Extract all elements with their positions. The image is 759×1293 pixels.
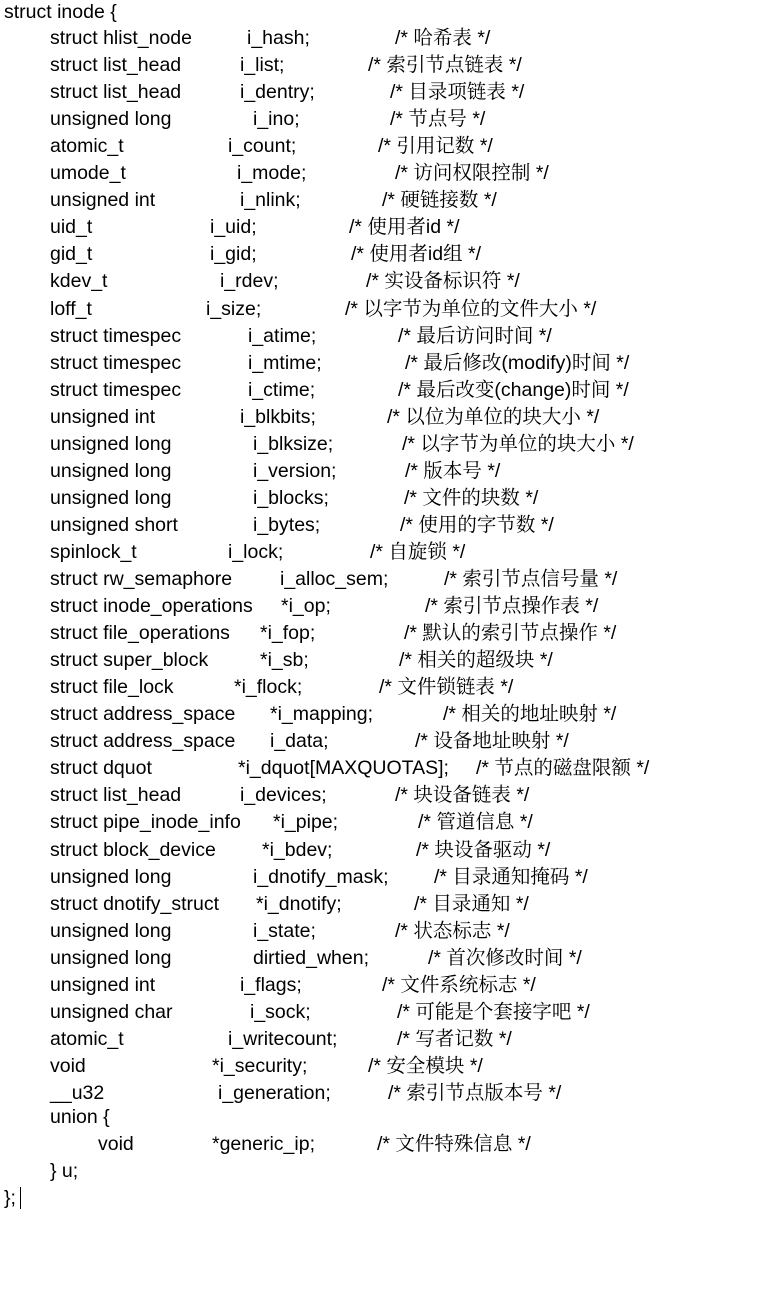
field-comment: /* 以位为单位的块大小 */ xyxy=(387,406,600,428)
field-type: unsigned short xyxy=(50,514,178,536)
field-name: i_alloc_sem; xyxy=(280,568,389,590)
field-name: i_blksize; xyxy=(253,433,334,455)
field-name: i_dnotify_mask; xyxy=(253,866,389,888)
field-comment: /* 目录通知掩码 */ xyxy=(434,866,588,888)
field-comment: /* 安全模块 */ xyxy=(368,1055,483,1077)
field-type: unsigned char xyxy=(50,1001,173,1023)
field-comment: /* 状态标志 */ xyxy=(395,920,510,942)
field-comment: /* 以字节为单位的文件大小 */ xyxy=(345,298,597,320)
field-name: i_hash; xyxy=(247,27,310,49)
field-name: i_atime; xyxy=(248,325,317,347)
field-comment: /* 最后访问时间 */ xyxy=(398,325,552,347)
field-comment: /* 节点的磁盘限额 */ xyxy=(476,757,650,779)
field-type: struct super_block xyxy=(50,649,209,671)
field-type: struct timespec xyxy=(50,352,182,374)
field-type: struct block_device xyxy=(50,839,216,861)
field-comment: /* 块设备驱动 */ xyxy=(416,839,551,861)
field-comment: /* 使用者id */ xyxy=(349,216,460,238)
field-type: spinlock_t xyxy=(50,541,137,563)
struct-header xyxy=(4,0,117,26)
field-type: unsigned long xyxy=(50,108,172,130)
field-type: kdev_t xyxy=(50,270,108,292)
field-name: i_nlink; xyxy=(240,189,301,211)
field-comment: /* 文件锁链表 */ xyxy=(379,676,514,698)
field-name: i_generation; xyxy=(218,1082,331,1104)
field-name: *i_mapping; xyxy=(270,703,373,725)
field-name: i_sock; xyxy=(250,1001,311,1023)
field-name: i_version; xyxy=(253,460,337,482)
field-comment: /* 可能是个套接字吧 */ xyxy=(397,1001,590,1023)
field-type: struct dquot xyxy=(50,757,152,779)
field-type: struct file_lock xyxy=(50,676,174,698)
field-comment: /* 节点号 */ xyxy=(390,108,486,130)
field-type: struct hlist_node xyxy=(50,27,192,49)
field-type: unsigned int xyxy=(50,406,156,428)
struct-footer-text: }; xyxy=(4,1187,16,1209)
struct-header-text: struct inode { xyxy=(4,1,117,23)
field-comment: /* 最后改变(change)时间 */ xyxy=(398,379,629,401)
union-open-text: union { xyxy=(50,1106,110,1128)
field-type: atomic_t xyxy=(50,1028,124,1050)
field-comment: /* 使用的字节数 */ xyxy=(400,514,554,536)
field-name: dirtied_when; xyxy=(253,947,369,969)
field-name: *i_security; xyxy=(212,1055,308,1077)
field-comment: /* 引用记数 */ xyxy=(378,135,493,157)
field-name: i_devices; xyxy=(240,784,327,806)
text-caret xyxy=(20,1187,21,1209)
field-comment: /* 索引节点操作表 */ xyxy=(425,595,599,617)
struct-footer xyxy=(4,1185,26,1212)
field-comment: /* 设备地址映射 */ xyxy=(415,730,569,752)
field-name: i_blocks; xyxy=(253,487,329,509)
field-type: struct timespec xyxy=(50,325,182,347)
field-comment: /* 目录通知 */ xyxy=(414,893,529,915)
field-name: *i_sb; xyxy=(260,649,309,671)
field-name: i_ctime; xyxy=(248,379,316,401)
union-field-comment: /* 文件特殊信息 */ xyxy=(377,1133,531,1155)
field-type: unsigned int xyxy=(50,974,156,996)
field-type: unsigned long xyxy=(50,947,172,969)
field-type: struct file_operations xyxy=(50,622,230,644)
field-type: unsigned long xyxy=(50,433,172,455)
field-comment: /* 相关的超级块 */ xyxy=(399,649,553,671)
field-type: umode_t xyxy=(50,162,126,184)
field-name: i_dentry; xyxy=(240,81,315,103)
field-name: i_blkbits; xyxy=(240,406,316,428)
field-name: i_rdev; xyxy=(220,270,279,292)
union-close-text: } u; xyxy=(50,1160,79,1182)
field-comment: /* 索引节点信号量 */ xyxy=(444,568,618,590)
field-type: void xyxy=(50,1055,86,1077)
field-type: struct timespec xyxy=(50,379,182,401)
field-comment: /* 硬链接数 */ xyxy=(382,189,497,211)
union-open xyxy=(50,1104,110,1131)
field-name: i_lock; xyxy=(228,541,284,563)
field-comment: /* 块设备链表 */ xyxy=(395,784,530,806)
field-comment: /* 写者记数 */ xyxy=(397,1028,512,1050)
field-name: i_bytes; xyxy=(253,514,321,536)
field-type: struct dnotify_struct xyxy=(50,893,220,915)
field-name: i_gid; xyxy=(210,243,257,265)
field-type: unsigned long xyxy=(50,920,172,942)
field-name: *i_fop; xyxy=(260,622,316,644)
field-name: i_count; xyxy=(228,135,297,157)
field-comment: /* 文件的块数 */ xyxy=(404,487,539,509)
field-comment: /* 默认的索引节点操作 */ xyxy=(404,622,617,644)
field-type: struct rw_semaphore xyxy=(50,568,233,590)
field-comment: /* 访问权限控制 */ xyxy=(395,162,549,184)
union-field-name: *generic_ip; xyxy=(212,1133,315,1155)
field-comment: /* 相关的地址映射 */ xyxy=(443,703,617,725)
field-name: i_size; xyxy=(206,298,262,320)
field-name: i_data; xyxy=(270,730,329,752)
field-comment: /* 自旋锁 */ xyxy=(370,541,466,563)
field-name: *i_bdev; xyxy=(262,839,333,861)
field-type: unsigned long xyxy=(50,460,172,482)
field-comment: /* 哈希表 */ xyxy=(395,27,491,49)
field-type: unsigned long xyxy=(50,866,172,888)
field-type: struct inode_operations xyxy=(50,595,253,617)
field-comment: /* 管道信息 */ xyxy=(418,811,533,833)
field-name: i_writecount; xyxy=(228,1028,338,1050)
field-type: struct address_space xyxy=(50,730,236,752)
field-comment: /* 实设备标识符 */ xyxy=(366,270,520,292)
field-type: struct address_space xyxy=(50,703,236,725)
field-name: i_state; xyxy=(253,920,316,942)
field-name: *i_dquot[MAXQUOTAS]; xyxy=(238,757,449,779)
field-type: struct list_head xyxy=(50,81,182,103)
field-comment: /* 最后修改(modify)时间 */ xyxy=(405,352,630,374)
field-type: unsigned int xyxy=(50,189,156,211)
union-field-type: void xyxy=(98,1133,134,1155)
field-type: struct pipe_inode_info xyxy=(50,811,241,833)
field-comment: /* 使用者id组 */ xyxy=(351,243,482,265)
field-type: __u32 xyxy=(50,1082,105,1104)
field-name: i_mode; xyxy=(237,162,307,184)
field-name: i_uid; xyxy=(210,216,257,238)
field-type: loff_t xyxy=(50,298,92,320)
field-comment: /* 版本号 */ xyxy=(405,460,501,482)
union-close xyxy=(50,1158,79,1185)
field-type: struct list_head xyxy=(50,784,182,806)
field-comment: /* 索引节点版本号 */ xyxy=(388,1082,562,1104)
field-name: *i_flock; xyxy=(234,676,303,698)
field-name: i_flags; xyxy=(240,974,302,996)
field-type: uid_t xyxy=(50,216,93,238)
field-type: struct list_head xyxy=(50,54,182,76)
field-type: gid_t xyxy=(50,243,93,265)
field-comment: /* 以字节为单位的块大小 */ xyxy=(402,433,634,455)
field-name: *i_op; xyxy=(281,595,331,617)
field-type: atomic_t xyxy=(50,135,124,157)
field-name: *i_pipe; xyxy=(273,811,339,833)
field-name: i_list; xyxy=(240,54,285,76)
field-name: *i_dnotify; xyxy=(256,893,342,915)
field-comment: /* 文件系统标志 */ xyxy=(382,974,536,996)
field-name: i_ino; xyxy=(253,108,300,130)
field-comment: /* 索引节点链表 */ xyxy=(368,54,522,76)
field-comment: /* 首次修改时间 */ xyxy=(428,947,582,969)
field-type: unsigned long xyxy=(50,487,172,509)
field-name: i_mtime; xyxy=(248,352,322,374)
field-comment: /* 目录项链表 */ xyxy=(390,81,525,103)
